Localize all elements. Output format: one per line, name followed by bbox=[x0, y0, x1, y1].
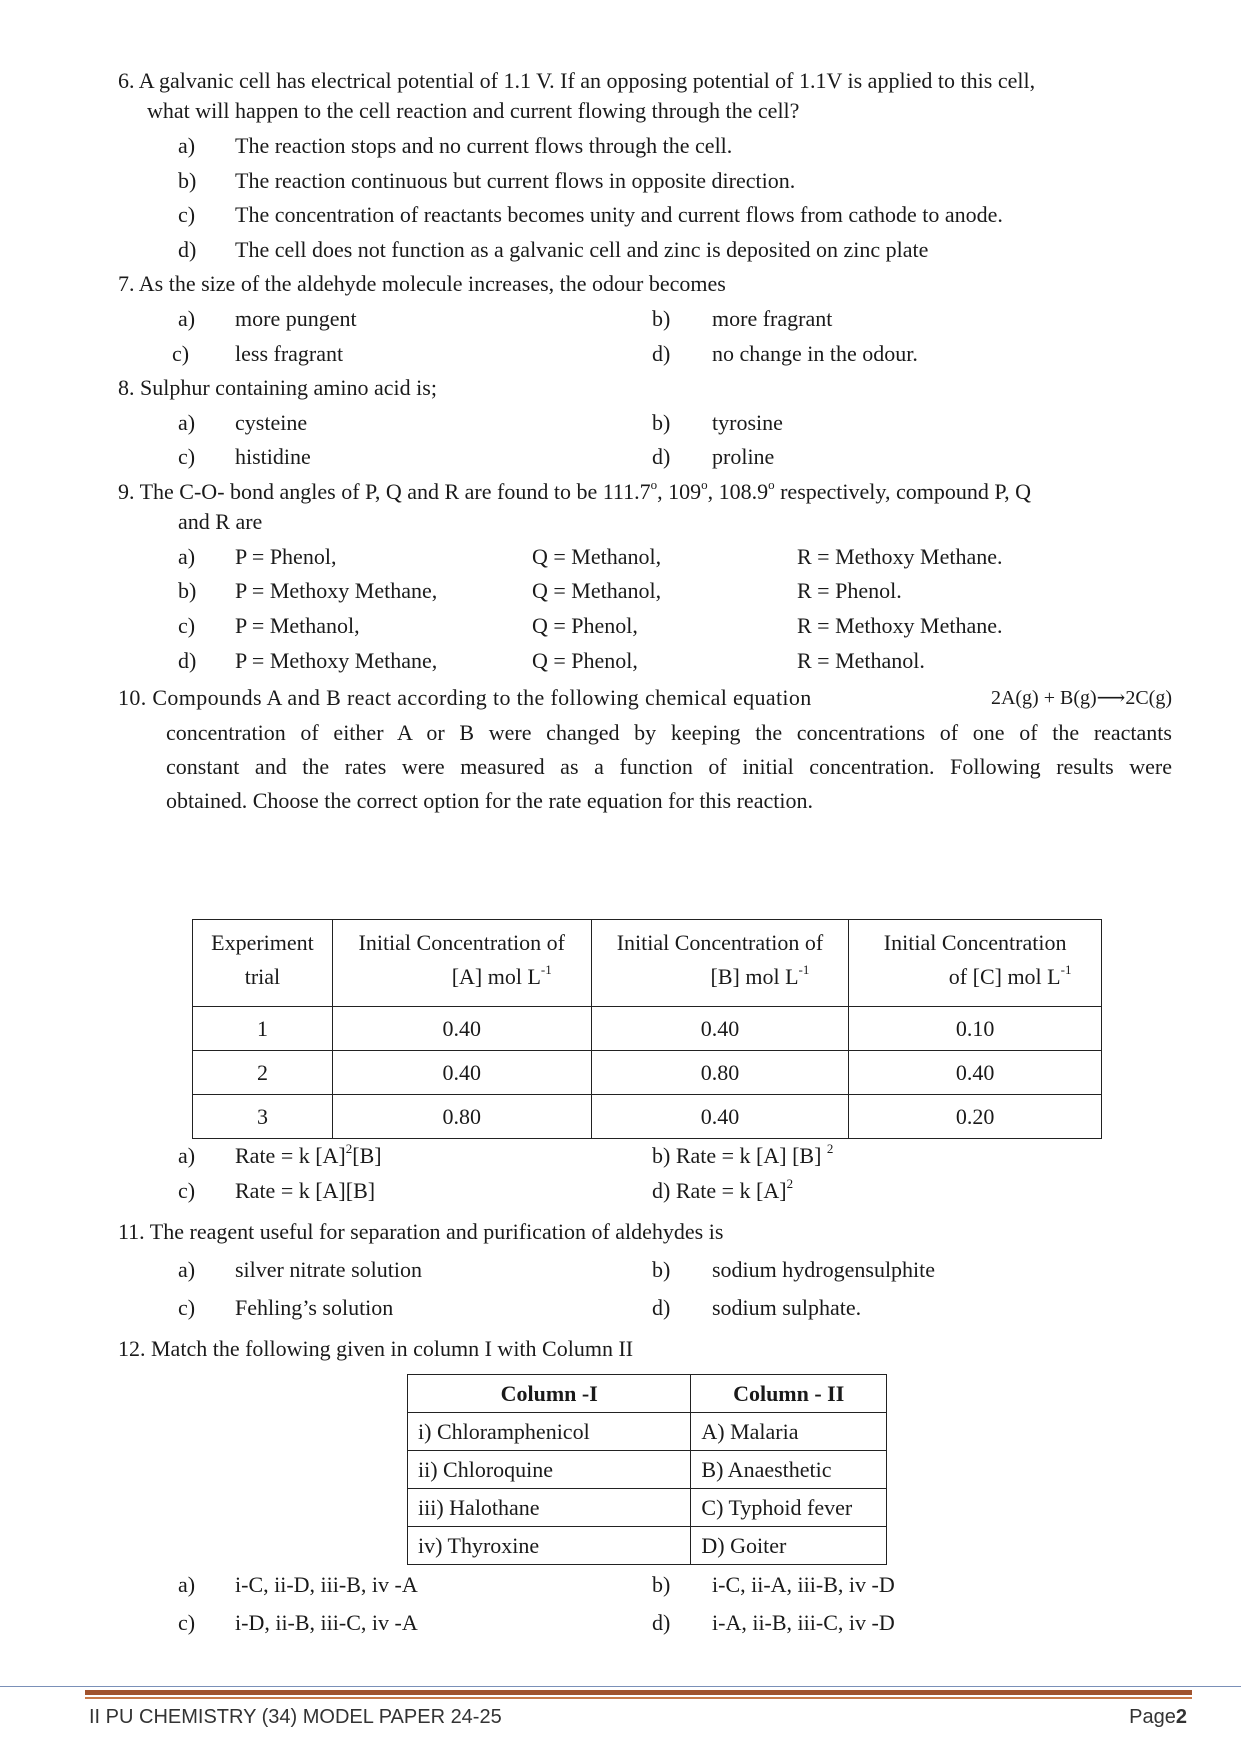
q9-opt-a-q: Q = Methanol, bbox=[532, 544, 662, 569]
q9-angle3: , 108.9 bbox=[707, 479, 769, 504]
q12-opt-b-text: i-C, ii-A, iii-B, iv -D bbox=[712, 1572, 895, 1597]
table-cell: 0.20 bbox=[849, 1095, 1102, 1139]
q10-opt-b-text: b) Rate = k [A] [B] $^2$ bbox=[652, 1141, 834, 1168]
q8-opt-c-text: histidine bbox=[235, 444, 311, 469]
q8-opt-d-label: d) bbox=[652, 444, 671, 469]
q9-opt-c-q: Q = Phenol, bbox=[532, 613, 638, 638]
q11-opt-b-text: sodium hydrogensulphite bbox=[712, 1257, 936, 1282]
match-table-header bbox=[408, 1375, 887, 1413]
q12-opt-c-label: c) bbox=[178, 1610, 196, 1635]
q11-opt-a-text: silver nitrate solution bbox=[235, 1257, 422, 1282]
q9-opt-a-r: R = Methoxy Methane. bbox=[797, 544, 1003, 569]
q10-opt-c-label: c) bbox=[178, 1178, 196, 1203]
table-row bbox=[408, 1413, 887, 1451]
table-cell: 3 bbox=[193, 1095, 333, 1139]
q6-opt-c-label: c) bbox=[178, 202, 196, 227]
q6-opt-b-text: The reaction continuous but current flows in opposite direction. bbox=[235, 168, 796, 193]
q12-opt-a-text: i-C, ii-D, iii-B, iv -A bbox=[235, 1572, 418, 1597]
q11-opt-c-label: c) bbox=[178, 1295, 196, 1320]
q6-line1: 6. A galvanic cell has electrical potential of 1.1 V. If an opposing potential of 1.1V is applied to this cell, bbox=[118, 68, 1036, 93]
footer-paper-title: II PU CHEMISTRY (34) MODEL PAPER 24-25 bbox=[89, 1706, 502, 1728]
q9-line2: and R are bbox=[178, 509, 263, 534]
q9-line1-pre: 9. The C-O- bond angles of P, Q and R are found to be 111.7 bbox=[118, 479, 651, 504]
q9-opt-d-r: R = Methanol. bbox=[797, 648, 925, 673]
q7-opt-d-label: d) bbox=[652, 341, 671, 366]
q7-line1: 7. As the size of the aldehyde molecule increases, the odour becomes bbox=[118, 271, 726, 296]
q6-opt-a-label: a) bbox=[178, 133, 196, 158]
q11-opt-c-text: Fehling’s solution bbox=[235, 1295, 394, 1320]
table-cell: 0.80 bbox=[591, 1051, 849, 1095]
footer-page-number: Page2 bbox=[1129, 1706, 1187, 1728]
q12-opt-b-label: b) bbox=[652, 1572, 671, 1597]
q8-opt-b-label: b) bbox=[652, 410, 671, 435]
q9-opt-b-r: R = Phenol. bbox=[797, 578, 902, 603]
q10-line1-text: 10. Compounds A and B react according to the following chemical equation bbox=[118, 685, 812, 710]
header-conc-a: Initial Concentration of [A] mol $L^{-1}$ bbox=[332, 920, 591, 1007]
q6-line2: what will happen to the cell reaction and current flowing through the cell? bbox=[147, 98, 800, 123]
table-cell: 0.40 bbox=[591, 1095, 849, 1139]
header-experiment-trial: Experiment trial bbox=[193, 920, 333, 1007]
table-cell: 0.40 bbox=[849, 1051, 1102, 1095]
q7-opt-d-text: no change in the odour. bbox=[712, 341, 918, 366]
q12-opt-c-text: i-D, ii-B, iii-C, iv -A bbox=[235, 1610, 418, 1635]
q11-opt-d-text: sodium sulphate. bbox=[712, 1295, 862, 1320]
table-cell: C) Typhoid fever bbox=[691, 1489, 887, 1527]
q9-opt-d-p: P = Methoxy Methane, bbox=[235, 648, 438, 673]
table-row bbox=[193, 1095, 1102, 1139]
rate-data-table bbox=[192, 919, 1102, 1139]
table-row bbox=[193, 1007, 1102, 1051]
header-conc-b: Initial Concentration of [B] mol $L^{-1}$ bbox=[591, 920, 849, 1007]
q9-opt-b-p: P = Methoxy Methane, bbox=[235, 578, 438, 603]
q6-opt-a-text: The reaction stops and no current flows through the cell. bbox=[235, 133, 733, 158]
degree-sign: o bbox=[768, 477, 775, 492]
table-cell: iv) Thyroxine bbox=[408, 1527, 691, 1565]
q11-opt-d-label: d) bbox=[652, 1295, 671, 1320]
q6-opt-c-text: The concentration of reactants becomes unity and current flows from cathode to anode. bbox=[235, 202, 1003, 227]
q7-opt-b-text: more fragrant bbox=[712, 306, 833, 331]
q8-opt-a-text: cysteine bbox=[235, 410, 308, 435]
table-cell: B) Anaesthetic bbox=[691, 1451, 887, 1489]
q7-opt-a-label: a) bbox=[178, 306, 196, 331]
q6-opt-d-label: d) bbox=[178, 237, 197, 262]
degree-sign: o bbox=[650, 477, 658, 492]
q6-opt-d-text: The cell does not function as a galvanic cell and zinc is deposited on zinc plate bbox=[235, 237, 929, 262]
q11-opt-a-label: a) bbox=[178, 1257, 196, 1282]
q9-opt-d-label: d) bbox=[178, 648, 197, 673]
q10-line4: obtained. Choose the correct option for the rate equation for this reaction. bbox=[166, 788, 813, 813]
q9-opt-b-label: b) bbox=[178, 578, 197, 603]
table-row bbox=[408, 1489, 887, 1527]
q9-opt-d-q: Q = Phenol, bbox=[532, 648, 638, 673]
header-column-2: Column - II bbox=[691, 1375, 887, 1413]
q10-opt-a-text: Rate = k $[A]^2[B]$ bbox=[235, 1141, 382, 1168]
q6-opt-b-label: b) bbox=[178, 168, 197, 193]
q10-line1 bbox=[118, 685, 1172, 711]
q9-opt-b-q: Q = Methanol, bbox=[532, 578, 662, 603]
q10-opt-d-text: d) Rate = k $[A]^2$ bbox=[652, 1176, 794, 1203]
q12-opt-d-label: d) bbox=[652, 1610, 671, 1635]
header-column-1: Column -I bbox=[408, 1375, 691, 1413]
match-columns-table bbox=[407, 1374, 887, 1565]
header-conc-c: Initial Concentration of [C] mol $L^{-1}$ bbox=[849, 920, 1102, 1007]
q9-opt-c-r: R = Methoxy Methane. bbox=[797, 613, 1003, 638]
table-row bbox=[193, 1051, 1102, 1095]
q10-opt-a-label: a) bbox=[178, 1143, 196, 1168]
q9-angle2: , 109 bbox=[657, 479, 702, 504]
q8-opt-b-text: tyrosine bbox=[712, 410, 783, 435]
q9-opt-c-label: c) bbox=[178, 613, 196, 638]
table-row bbox=[408, 1527, 887, 1565]
q9-opt-a-label: a) bbox=[178, 544, 196, 569]
q11-line1: 11. The reagent useful for separation and purification of aldehydes is bbox=[118, 1219, 724, 1244]
table-cell: 0.40 bbox=[332, 1051, 591, 1095]
q11-opt-b-label: b) bbox=[652, 1257, 671, 1282]
q10-line2: concentration of either A or B were changed by keeping the concentrations of one of the reactants bbox=[166, 720, 1172, 745]
table-cell: iii) Halothane bbox=[408, 1489, 691, 1527]
q10-line3: constant and the rates were measured as a function of initial concentration. Following results were bbox=[166, 754, 1172, 779]
table-cell: 1 bbox=[193, 1007, 333, 1051]
q12-opt-a-label: a) bbox=[178, 1572, 196, 1597]
q10-opt-c-text: Rate = k [A][B] bbox=[235, 1178, 376, 1203]
q12-line1: 12. Match the following given in column I with Column II bbox=[118, 1336, 634, 1361]
table-cell: 0.40 bbox=[591, 1007, 849, 1051]
q9-opt-a-p: P = Phenol, bbox=[235, 544, 337, 569]
degree-sign: o bbox=[701, 477, 708, 492]
q9-opt-c-p: P = Methanol, bbox=[235, 613, 360, 638]
q8-opt-d-text: proline bbox=[712, 444, 775, 469]
q7-opt-a-text: more pungent bbox=[235, 306, 357, 331]
q12-opt-d-text: i-A, ii-B, iii-C, iv -D bbox=[712, 1610, 895, 1635]
q7-opt-b-label: b) bbox=[652, 306, 671, 331]
q7-opt-c-label: c) bbox=[172, 341, 190, 366]
table-cell: 0.40 bbox=[332, 1007, 591, 1051]
q8-opt-a-label: a) bbox=[178, 410, 196, 435]
footer-divider-thin bbox=[85, 1697, 1192, 1699]
rate-table-header bbox=[193, 920, 1102, 1007]
q9-line1-post: respectively, compound P, Q bbox=[774, 479, 1032, 504]
q8-line1: 8. Sulphur containing amino acid is; bbox=[118, 375, 437, 400]
q8-opt-c-label: c) bbox=[178, 444, 196, 469]
table-cell: D) Goiter bbox=[691, 1527, 887, 1565]
footer-divider bbox=[85, 1690, 1192, 1695]
q7-opt-c-text: less fragrant bbox=[235, 341, 344, 366]
table-cell: 0.10 bbox=[849, 1007, 1102, 1051]
table-row bbox=[408, 1451, 887, 1489]
table-cell: ii) Chloroquine bbox=[408, 1451, 691, 1489]
footer-rule bbox=[0, 1686, 1241, 1687]
q10-equation: 2A(g) + B(g)⟶2C(g) bbox=[990, 687, 1172, 709]
table-cell: i) Chloramphenicol bbox=[408, 1413, 691, 1451]
q9-line1 bbox=[118, 479, 1031, 505]
table-cell: 0.80 bbox=[332, 1095, 591, 1139]
table-cell: A) Malaria bbox=[691, 1413, 887, 1451]
table-cell: 2 bbox=[193, 1051, 333, 1095]
